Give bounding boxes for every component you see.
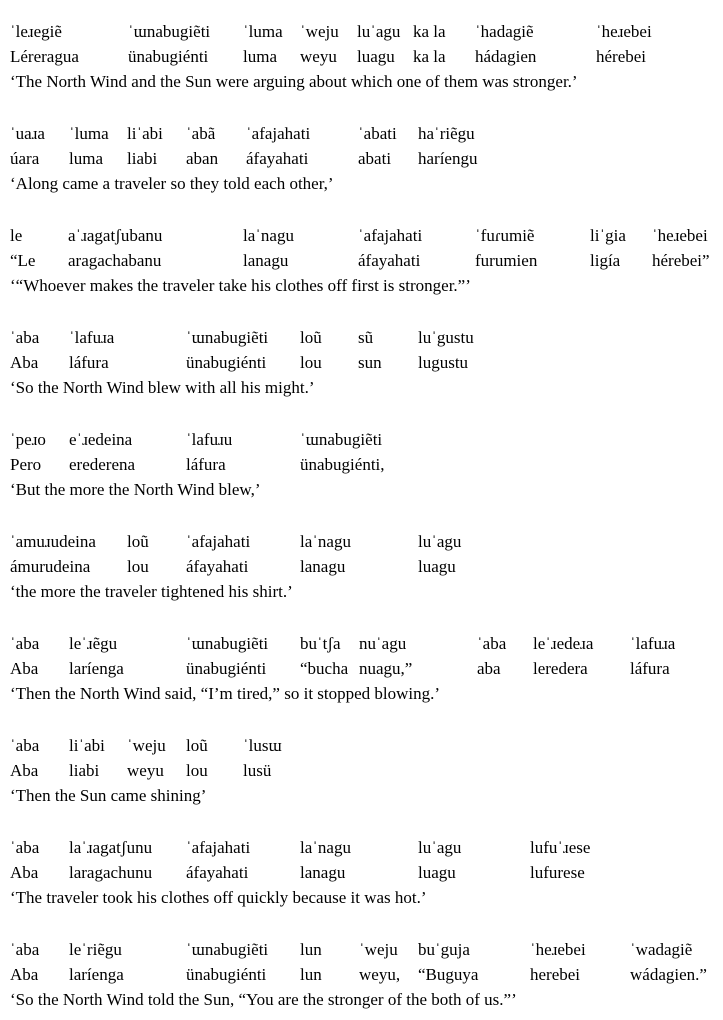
- ipa-word: ˈluma: [69, 124, 109, 143]
- ipa-word: luˈgustu: [418, 328, 474, 347]
- ipa-word: ˈafajahati: [358, 226, 423, 245]
- ipa-line: [0, 122, 723, 146]
- translation-text: ‘So the North Wind told the Sun, “You are the stronger of the both of us.”’: [10, 990, 517, 1009]
- ipa-word: ˈweju: [300, 22, 339, 41]
- ipa-word: leˈriẽgu: [69, 940, 122, 959]
- orthography-word: lou: [127, 557, 149, 576]
- orthography-word: furumien: [475, 251, 538, 270]
- orthography-word: áfayahati: [186, 863, 249, 882]
- ipa-word: lufuˈɹese: [530, 838, 591, 857]
- translation-line: [0, 580, 723, 604]
- translation-line: [0, 784, 723, 808]
- ipa-word: leˈɹedeɹa: [533, 634, 594, 653]
- ipa-word: leˈɹẽgu: [69, 634, 118, 653]
- orthography-word: láfura: [69, 353, 109, 372]
- orthography-word: laríenga: [69, 659, 124, 678]
- ipa-word: ˈɯnabugiẽti: [186, 328, 269, 347]
- orthography-word: weyu,: [359, 965, 401, 984]
- orthography-word: lugustu: [418, 353, 469, 372]
- ipa-word: ˈleɹegiẽ: [10, 22, 62, 41]
- orthography-word: liabi: [69, 761, 100, 780]
- orthography-word: lou: [186, 761, 208, 780]
- ipa-word: luˈagu: [418, 532, 462, 551]
- ipa-line: [0, 632, 723, 656]
- orthography-word: láfura: [630, 659, 670, 678]
- ipa-word: ˈabã: [186, 124, 216, 143]
- ipa-word: ˈafajahati: [186, 532, 251, 551]
- orthography-word: abati: [358, 149, 392, 168]
- ipa-line: [0, 836, 723, 860]
- ipa-word: le: [10, 226, 23, 245]
- translation-text: ‘But the more the North Wind blew,’: [10, 480, 261, 499]
- orthography-word: aba: [477, 659, 501, 678]
- orthography-word: Aba: [10, 965, 39, 984]
- ipa-word: buˈguja: [418, 940, 470, 959]
- orthography-word: “Le: [10, 251, 36, 270]
- orthography-word: ünabugiénti: [186, 659, 267, 678]
- orthography-word: láfura: [186, 455, 226, 474]
- ipa-word: loũ: [127, 532, 149, 551]
- ipa-word: ˈɯnabugiẽti: [186, 634, 269, 653]
- ipa-word: ˈaba: [10, 736, 40, 755]
- orthography-line: [0, 147, 723, 171]
- ipa-word: ka la: [413, 22, 446, 41]
- orthography-word: áfayahati: [186, 557, 249, 576]
- orthography-word: lusü: [243, 761, 272, 780]
- ipa-word: loũ: [186, 736, 208, 755]
- ipa-line: [0, 20, 723, 44]
- ipa-word: loũ: [300, 328, 322, 347]
- ipa-word: ˈuaɹa: [10, 124, 45, 143]
- orthography-word: ámurudeina: [10, 557, 91, 576]
- translation-line: [0, 988, 723, 1012]
- ipa-word: ˈweju: [359, 940, 398, 959]
- ipa-word: liˈgia: [590, 226, 626, 245]
- orthography-word: liabi: [127, 149, 158, 168]
- orthography-word: lanagu: [300, 863, 346, 882]
- ipa-word: ˈlafuɹa: [630, 634, 676, 653]
- ipa-word: ˈabati: [358, 124, 397, 143]
- ipa-word: laˈnagu: [300, 838, 351, 857]
- translation-line: [0, 274, 723, 298]
- ipa-word: laˈnagu: [243, 226, 294, 245]
- ipa-word: ˈhadagiẽ: [475, 22, 534, 41]
- ipa-line: [0, 734, 723, 758]
- orthography-word: hérebei”: [652, 251, 710, 270]
- translation-text: ‘Then the North Wind said, “I’m tired,” so it stopped blowing.’: [10, 684, 441, 703]
- ipa-word: ˈamuɹudeina: [10, 532, 96, 551]
- orthography-word: aragachabanu: [68, 251, 162, 270]
- orthography-word: “bucha: [300, 659, 349, 678]
- orthography-word: ünabugiénti: [186, 965, 267, 984]
- ipa-word: ˈaba: [10, 940, 40, 959]
- ipa-word: sũ: [358, 328, 374, 347]
- orthography-line: [0, 759, 723, 783]
- orthography-word: Aba: [10, 659, 39, 678]
- orthography-word: luagu: [357, 47, 395, 66]
- ipa-word: ˈwadagiẽ: [630, 940, 693, 959]
- translation-text: ‘Along came a traveler so they told each other,’: [10, 174, 334, 193]
- ipa-word: buˈtʃa: [300, 634, 341, 653]
- orthography-word: ünabugiénti,: [300, 455, 385, 474]
- orthography-line: [0, 351, 723, 375]
- ipa-word: ˈafajahati: [246, 124, 311, 143]
- ipa-line: [0, 326, 723, 350]
- orthography-word: Aba: [10, 761, 39, 780]
- ipa-word: eˈɹedeina: [69, 430, 133, 449]
- orthography-word: Aba: [10, 353, 39, 372]
- ipa-word: haˈriẽgu: [418, 124, 475, 143]
- orthography-word: haríengu: [418, 149, 478, 168]
- ipa-word: liˈabi: [127, 124, 163, 143]
- ipa-word: ˈaba: [10, 328, 40, 347]
- translation-line: [0, 70, 723, 94]
- orthography-word: luma: [243, 47, 277, 66]
- orthography-word: luma: [69, 149, 103, 168]
- orthography-word: lanagu: [300, 557, 346, 576]
- orthography-word: ünabugiénti: [186, 353, 267, 372]
- ipa-word: ˈɯnabugiẽti: [186, 940, 269, 959]
- orthography-word: laríenga: [69, 965, 124, 984]
- translation-text: ‘“Whoever makes the traveler take his clothes off first is stronger.”’: [10, 276, 471, 295]
- orthography-line: [0, 963, 723, 987]
- translation-line: [0, 478, 723, 502]
- ipa-word: ˈɯnabugiẽti: [300, 430, 383, 449]
- ipa-word: ˈheɹebei: [652, 226, 708, 245]
- translation-text: ‘Then the Sun came shining’: [10, 786, 207, 805]
- translation-text: ‘So the North Wind blew with all his might.’: [10, 378, 315, 397]
- ipa-word: ˈlafuɹu: [186, 430, 233, 449]
- ipa-word: ˈaba: [10, 634, 40, 653]
- orthography-word: ligía: [590, 251, 621, 270]
- translation-text: ‘the more the traveler tightened his shirt.’: [10, 582, 293, 601]
- translation-text: ‘The North Wind and the Sun were arguing about which one of them was stronger.’: [10, 72, 578, 91]
- ipa-word: luˈagu: [418, 838, 462, 857]
- orthography-word: nuagu,”: [359, 659, 413, 678]
- ipa-line: [0, 224, 723, 248]
- ipa-word: ˈaba: [477, 634, 507, 653]
- orthography-word: ka la: [413, 47, 446, 66]
- ipa-line: [0, 530, 723, 554]
- translation-line: [0, 886, 723, 910]
- ipa-word: ˈfuɾumiẽ: [475, 226, 535, 245]
- ipa-word: laˈnagu: [300, 532, 351, 551]
- ipa-word: aˈɹagatʃubanu: [68, 226, 163, 245]
- ipa-word: ˈheɹebei: [530, 940, 586, 959]
- orthography-line: [0, 45, 723, 69]
- orthography-word: aban: [186, 149, 219, 168]
- ipa-word: ˈpeɹo: [10, 430, 46, 449]
- ipa-word: ˈafajahati: [186, 838, 251, 857]
- orthography-line: [0, 861, 723, 885]
- orthography-line: [0, 453, 723, 477]
- orthography-line: [0, 249, 723, 273]
- orthography-word: Pero: [10, 455, 42, 474]
- orthography-word: úara: [10, 149, 40, 168]
- orthography-word: sun: [358, 353, 382, 372]
- ipa-line: [0, 938, 723, 962]
- translation-line: [0, 172, 723, 196]
- orthography-word: áfayahati: [246, 149, 309, 168]
- ipa-word: ˈheɹebei: [596, 22, 652, 41]
- orthography-word: luagu: [418, 863, 456, 882]
- ipa-word: ˈlusɯ: [243, 736, 282, 755]
- orthography-word: lufurese: [530, 863, 585, 882]
- orthography-word: laragachunu: [69, 863, 153, 882]
- orthography-word: herebei: [530, 965, 581, 984]
- orthography-word: weyu: [127, 761, 164, 780]
- orthography-word: weyu: [300, 47, 337, 66]
- ipa-word: ˈweju: [127, 736, 166, 755]
- ipa-word: laˈɹagatʃunu: [69, 838, 153, 857]
- orthography-word: Léreragua: [10, 47, 79, 66]
- orthography-word: erederena: [69, 455, 136, 474]
- orthography-word: hádagien: [475, 47, 537, 66]
- ipa-word: ˈɯnabugiẽti: [128, 22, 211, 41]
- translation-line: [0, 376, 723, 400]
- orthography-word: leredera: [533, 659, 588, 678]
- orthography-word: wádagien.”: [630, 965, 707, 984]
- orthography-word: Aba: [10, 863, 39, 882]
- ipa-word: liˈabi: [69, 736, 105, 755]
- orthography-word: lun: [300, 965, 322, 984]
- translation-text: ‘The traveler took his clothes off quickly because it was hot.’: [10, 888, 427, 907]
- orthography-word: lanagu: [243, 251, 289, 270]
- ipa-word: ˈaba: [10, 838, 40, 857]
- orthography-line: [0, 555, 723, 579]
- orthography-word: luagu: [418, 557, 456, 576]
- orthography-word: hérebei: [596, 47, 647, 66]
- ipa-line: [0, 428, 723, 452]
- ipa-word: ˈlafuɹa: [69, 328, 115, 347]
- orthography-word: áfayahati: [358, 251, 421, 270]
- orthography-word: ünabugiénti: [128, 47, 209, 66]
- orthography-word: lou: [300, 353, 322, 372]
- orthography-line: [0, 657, 723, 681]
- ipa-word: ˈluma: [243, 22, 283, 41]
- orthography-word: “Buguya: [418, 965, 479, 984]
- ipa-word: nuˈagu: [359, 634, 407, 653]
- ipa-word: lun: [300, 940, 322, 959]
- translation-line: [0, 682, 723, 706]
- ipa-word: luˈagu: [357, 22, 401, 41]
